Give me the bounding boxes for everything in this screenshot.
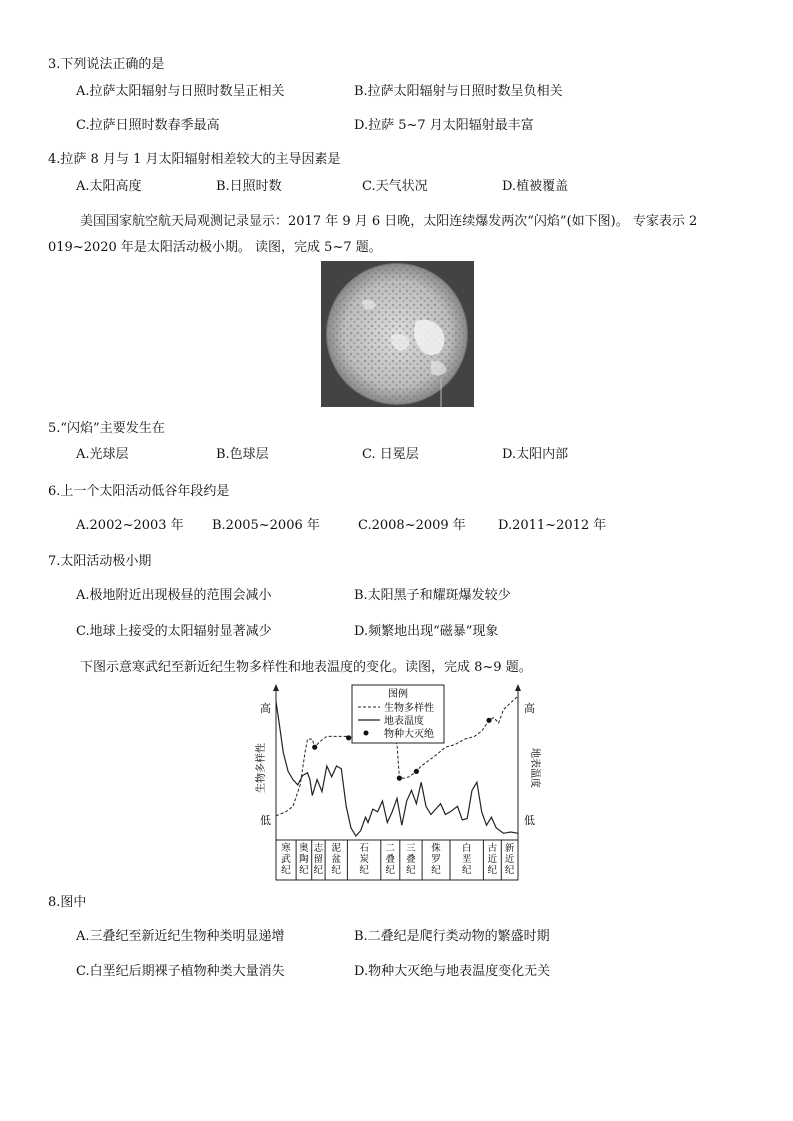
- extinction-point-5: [486, 718, 491, 723]
- period-label-6-char-1: 二: [385, 843, 396, 854]
- period-label-1-char-1: 寒: [281, 843, 291, 854]
- extinction-point-3: [397, 776, 402, 781]
- extinction-point-2: [346, 735, 351, 740]
- left-low-label: 低: [260, 814, 271, 827]
- period-label-8-char-3: 纪: [431, 865, 441, 876]
- q7-option-d[interactable]: D.频繁地出现“磁暴”现象: [354, 624, 499, 639]
- period-label-3-char-2: 留: [313, 854, 324, 865]
- q5-option-a[interactable]: A.光球层: [76, 447, 129, 462]
- period-label-4-char-2: 盆: [331, 854, 341, 865]
- q4-stem: 4.拉萨 8 月与 1 月太阳辐射相差较大的主导因素是: [48, 152, 341, 167]
- q7-stem: 7.太阳活动极小期: [48, 554, 152, 569]
- period-label-2-char-2: 陶: [299, 854, 309, 865]
- period-label-6-char-3: 纪: [385, 865, 396, 876]
- q6-option-c[interactable]: C.2008~2009 年: [358, 518, 466, 533]
- q8-option-c[interactable]: C.白垩纪后期裸子植物种类大量消失: [76, 964, 285, 979]
- legend-title: 图例: [388, 689, 408, 700]
- period-label-10-char-1: 古: [487, 843, 498, 854]
- period-label-5-char-2: 炭: [359, 854, 369, 865]
- sun-image: [321, 261, 474, 407]
- q8-option-b[interactable]: B.二叠纪是爬行类动物的繁盛时期: [354, 929, 550, 944]
- left-high-label: 高: [260, 702, 271, 715]
- q8-option-a[interactable]: A.三叠纪至新近纪生物种类明显递增: [76, 929, 285, 944]
- q7-option-b[interactable]: B.太阳黑子和耀斑爆发较少: [354, 588, 511, 603]
- q7-option-a[interactable]: A.极地附近出现极昼的范围会减小: [76, 588, 272, 603]
- period-label-10-char-3: 纪: [487, 865, 498, 876]
- q5-option-b[interactable]: B.色球层: [216, 447, 269, 462]
- period-label-7-char-1: 三: [406, 843, 416, 854]
- period-label-11-char-3: 纪: [504, 865, 515, 876]
- q5-option-c[interactable]: C. 日冕层: [362, 447, 419, 462]
- biodiversity-temperature-chart: [248, 682, 544, 882]
- q4-option-c[interactable]: C.天气状况: [362, 179, 428, 194]
- q4-option-d[interactable]: D.植被覆盖: [502, 179, 569, 194]
- q4-option-b[interactable]: B.日照时数: [216, 179, 282, 194]
- q3-option-d[interactable]: D.拉萨 5~7 月太阳辐射最丰富: [354, 118, 534, 133]
- period-label-11-char-2: 近: [504, 854, 515, 865]
- period-label-10-char-2: 近: [487, 854, 498, 865]
- q5-option-d[interactable]: D.太阳内部: [502, 447, 569, 462]
- period-label-8-char-2: 罗: [431, 854, 441, 865]
- period-label-6-char-2: 叠: [385, 854, 396, 865]
- q3-option-a[interactable]: A.拉萨太阳辐射与日照时数呈正相关: [76, 84, 285, 99]
- period-label-7-char-3: 纪: [406, 865, 416, 876]
- q5-stem: 5.“闪焰”主要发生在: [48, 421, 165, 436]
- period-label-7-char-2: 叠: [406, 854, 416, 865]
- period-label-4-char-3: 纪: [331, 865, 341, 876]
- legend-item-temperature: 地表温度: [384, 716, 424, 727]
- legend-dot-swatch: [364, 731, 369, 736]
- period-label-9-char-2: 垩: [461, 854, 472, 865]
- passage-solar-flare-line1: 美国国家航空航天局观测记录显示：2017 年 9 月 6 日晚，太阳连续爆发两次“闪焰”(如下图)。 专家表示 2: [80, 214, 698, 229]
- period-label-1-char-3: 纪: [281, 865, 291, 876]
- right-axis-title: 地表温度: [529, 748, 540, 788]
- legend-item-biodiversity: 生物多样性: [384, 703, 434, 714]
- extinction-point-4: [414, 769, 419, 774]
- right-high-label: 高: [524, 702, 535, 715]
- extinction-point-1: [312, 745, 317, 750]
- q6-option-d[interactable]: D.2011~2012 年: [498, 518, 607, 533]
- period-label-4-char-1: 泥: [331, 843, 341, 854]
- period-label-8-char-1: 侏: [431, 843, 441, 854]
- period-label-3-char-3: 纪: [313, 865, 324, 876]
- passage-solar-flare-line2: 019~2020 年是太阳活动极小期。 读图，完成 5~7 题。: [48, 240, 382, 255]
- q3-stem: 3.下列说法正确的是: [48, 57, 165, 72]
- left-axis-arrow: [273, 684, 279, 691]
- period-label-5-char-3: 纪: [359, 865, 369, 876]
- q6-option-a[interactable]: A.2002~2003 年: [76, 518, 184, 533]
- q6-stem: 6.上一个太阳活动低谷年段约是: [48, 484, 230, 499]
- q6-option-b[interactable]: B.2005~2006 年: [212, 518, 320, 533]
- period-label-2-char-3: 纪: [299, 865, 309, 876]
- legend: [352, 685, 444, 743]
- period-table: [276, 840, 518, 880]
- q8-stem: 8.图中: [48, 895, 87, 910]
- period-label-1-char-2: 武: [281, 854, 291, 865]
- q7-option-c[interactable]: C.地球上接受的太阳辐射显著减少: [76, 624, 272, 639]
- q3-option-b[interactable]: B.拉萨太阳辐射与日照时数呈负相关: [354, 84, 563, 99]
- period-label-5-char-1: 石: [359, 843, 369, 854]
- right-low-label: 低: [524, 814, 535, 827]
- period-label-9-char-1: 白: [461, 843, 472, 854]
- period-label-11-char-1: 新: [504, 843, 515, 854]
- period-label-9-char-3: 纪: [461, 865, 472, 876]
- q3-option-c[interactable]: C.拉萨日照时数春季最高: [76, 118, 220, 133]
- left-axis-title: 生物多样性: [256, 743, 267, 793]
- q4-option-a[interactable]: A.太阳高度: [76, 179, 142, 194]
- legend-item-extinction: 物种大灭绝: [384, 729, 434, 740]
- q8-option-d[interactable]: D.物种大灭绝与地表温度变化无关: [354, 964, 551, 979]
- period-label-3-char-1: 志: [313, 843, 324, 854]
- right-axis-arrow: [515, 684, 521, 691]
- passage-biodiversity: 下图示意寒武纪至新近纪生物多样性和地表温度的变化。读图，完成 8~9 题。: [80, 660, 532, 675]
- period-label-2-char-1: 奥: [299, 843, 309, 854]
